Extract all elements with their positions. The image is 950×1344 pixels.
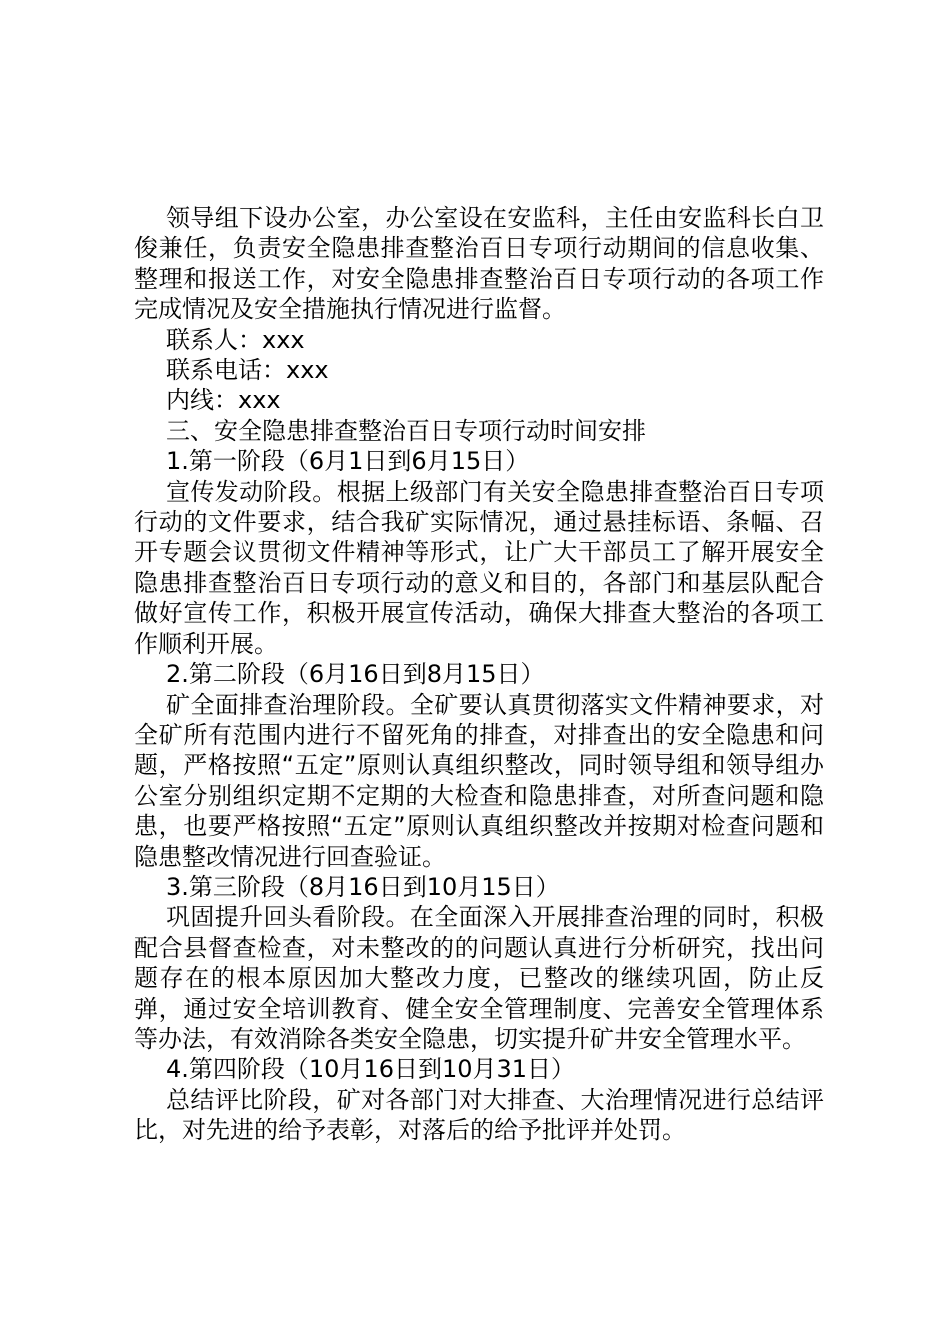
stage-1-body: 宣传发动阶段。根据上级部门有关安全隐患排查整治百日专项行动的文件要求，结合我矿实际情况，通过悬挂标语、条幅、召开专题会议贯彻文件精神等形式，让广大干部员工了解开展安全隐患排查整治百日专项行动的意义和目的，各部门和基层队配合做好宣传工作，积极开展宣传活动，确保大排查大整治的各项工作顺利开展。 xyxy=(134,477,824,658)
document-body xyxy=(134,203,824,1146)
paragraph-contact-phone: 联系电话：xxx xyxy=(166,356,329,385)
paragraph-office-setup: 领导组下设办公室，办公室设在安监科，主任由安监科长白卫俊兼任，负责安全隐患排查整治百日专项行动期间的信息收集、整理和报送工作，对安全隐患排查整治百日专项行动的各项工作完成情况及安全措施执行情况进行监督。 xyxy=(134,204,824,324)
stage-3-body: 巩固提升回头看阶段。在全面深入开展排查治理的同时，积极配合县督查检查，对未整改的的问题认真进行分析研究，找出问题存在的根本原因加大整改力度，已整改的继续巩固，防止反弹，通过安全培训教育、健全安全管理制度、完善安全管理体系等办法，有效消除各类安全隐患，切实提升矿井安全管理水平。 xyxy=(134,903,824,1053)
paragraph-internal-line: 内线：xxx xyxy=(166,386,281,415)
section-heading-schedule: 三、安全隐患排查整治百日专项行动时间安排 xyxy=(166,416,646,445)
stage-4-heading: 4.第四阶段（10月16日到10月31日） xyxy=(166,1055,576,1084)
stage-2-body: 矿全面排查治理阶段。全矿要认真贯彻落实文件精神要求，对全矿所有范围内进行不留死角的排查，对排查出的安全隐患和问题，严格按照“五定”原则认真组织整改，同时领导组和领导组办公室分别组织定期不定期的大检查和隐患排查，对所查问题和隐患，也要严格按照“五定”原则认真组织整改并按期对检查问题和隐患整改情况进行回查验证。 xyxy=(134,690,824,871)
stage-4-body: 总结评比阶段，矿对各部门对大排查、大治理情况进行总结评比，对先进的给予表彰，对落后的给予批评并处罚。 xyxy=(134,1085,824,1145)
stage-1-heading: 1.第一阶段（6月1日到6月15日） xyxy=(166,447,530,476)
stage-3-heading: 3.第三阶段（8月16日到10月15日） xyxy=(166,872,560,901)
paragraph-contact-person: 联系人：xxx xyxy=(166,325,305,354)
stage-2-heading: 2.第二阶段（6月16日到8月15日） xyxy=(166,660,545,689)
